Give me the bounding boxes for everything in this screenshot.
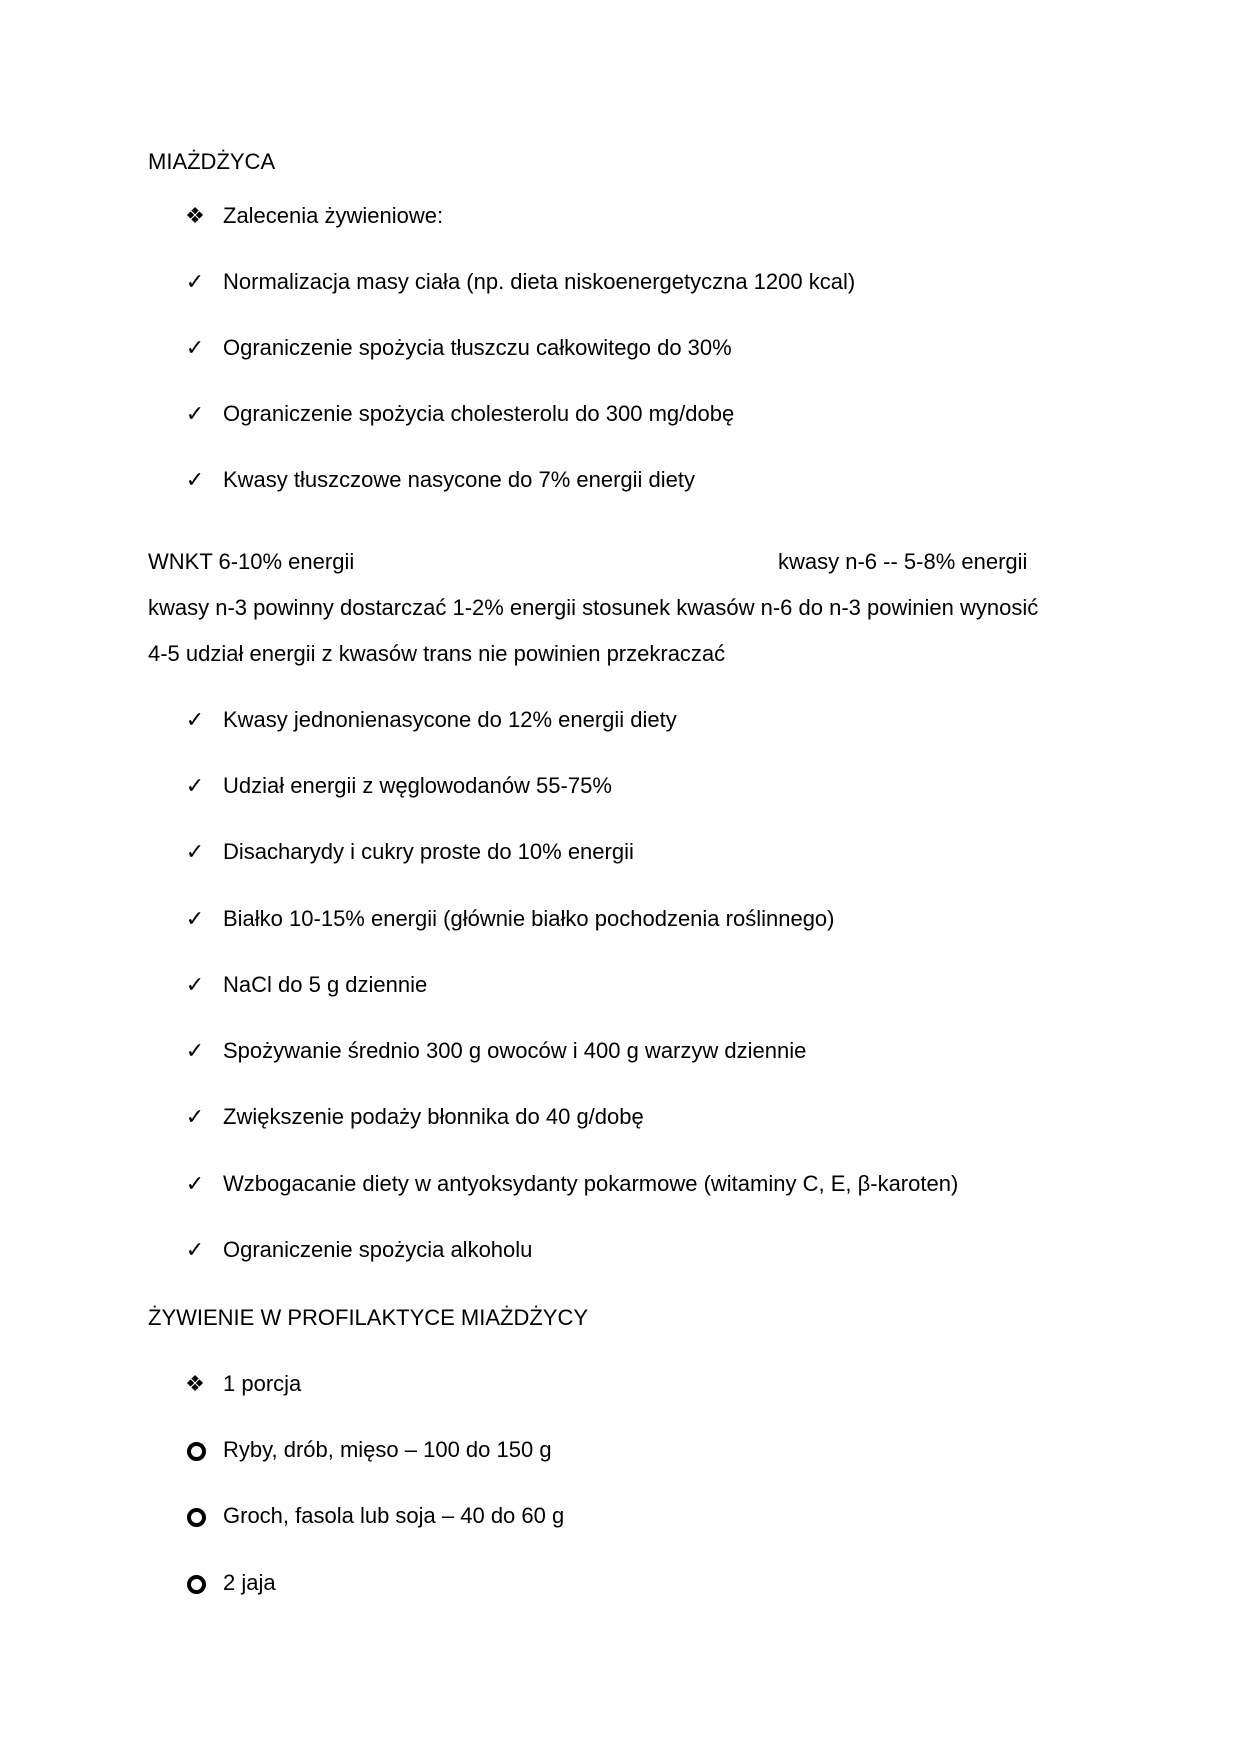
n6-text: kwasy n-6 -- 5-8% energii bbox=[778, 549, 1028, 574]
circle-bullet-icon bbox=[187, 1508, 206, 1527]
check-icon: ✓ bbox=[185, 1104, 205, 1129]
check-icon: ✓ bbox=[185, 1171, 205, 1196]
wnkt-text: WNKT 6-10% energii bbox=[148, 549, 355, 574]
diamond-bullet-icon: ❖ bbox=[185, 1371, 205, 1396]
check-icon: ✓ bbox=[185, 906, 205, 931]
check-icon: ✓ bbox=[185, 839, 205, 864]
document-page: MIAŻDŻYCA ❖ Zalecenia żywieniowe: ✓ Normalizacja masy ciała (np. dieta niskoenergetyczna 1200 kcal) ✓ Ograniczenie spożycia tłuszczu całkowitego do 30% ✓ Ograniczenie spożycia cholesterolu do 300 mg/dobę ✓ Kwasy tłuszczowe nasycone do 7% energii diety WNKT 6-10% energii kwasy n-6 -- 5-8% energii kwasy n-3 powinny dostarczać 1-2% energii stosunek kwasów n-6 do n-3 powinien wynosić 4-5 udział energii z kwasów trans nie powinien przekraczać ✓ Kwasy jednonienasycone do 12% energii diety ✓ Udział energii z węglowodanów 55-75% ✓ Disacharydy i cukry proste do 10% energii ✓ Białko 10-15% energii (głównie białko pochodzenia roślinnego) ✓ NaCl do 5 g dziennie ✓ Spożywanie średnio 300 g owoców i 400 g warzyw dziennie ✓ Zwiększenie podaży błonnika do 40 g/dobę ✓ Wzbogacanie diety w antyoksydanty pokarmowe (witaminy C, E, β-karoten) ✓ Ograniczenie spożycia alkoholu ŻYWIENIE W PROFILAKTYCE MIAŻDŻYCY ❖ 1 porcja Ryby, drób, mięso – 100 do 150 g Groch, fasola lub soja – 40 do 60 g 2 jaja bbox=[148, 149, 1039, 1595]
page-title: MIAŻDŻYCA bbox=[148, 149, 276, 174]
section-title: ŻYWIENIE W PROFILAKTYCE MIAŻDŻYCY bbox=[148, 1305, 589, 1330]
check-icon: ✓ bbox=[185, 467, 205, 492]
check-icon: ✓ bbox=[185, 972, 205, 997]
n3-text: kwasy n-3 powinny dostarczać 1-2% energii stosunek kwasów n-6 do n-3 powinien wynosić bbox=[148, 595, 1039, 620]
check-icon: ✓ bbox=[185, 773, 205, 798]
diamond-bullet-icon: ❖ bbox=[185, 203, 205, 228]
check-icon: ✓ bbox=[185, 1237, 205, 1262]
check-icon: ✓ bbox=[185, 335, 205, 360]
check-icon: ✓ bbox=[185, 1038, 205, 1063]
circle-bullet-icon bbox=[187, 1442, 206, 1461]
trans-text: 4-5 udział energii z kwasów trans nie powinien przekraczać bbox=[148, 641, 726, 666]
check-icon: ✓ bbox=[185, 269, 205, 294]
check-icon: ✓ bbox=[185, 401, 205, 426]
check-icon: ✓ bbox=[185, 707, 205, 732]
circle-bullet-icon bbox=[187, 1575, 206, 1594]
